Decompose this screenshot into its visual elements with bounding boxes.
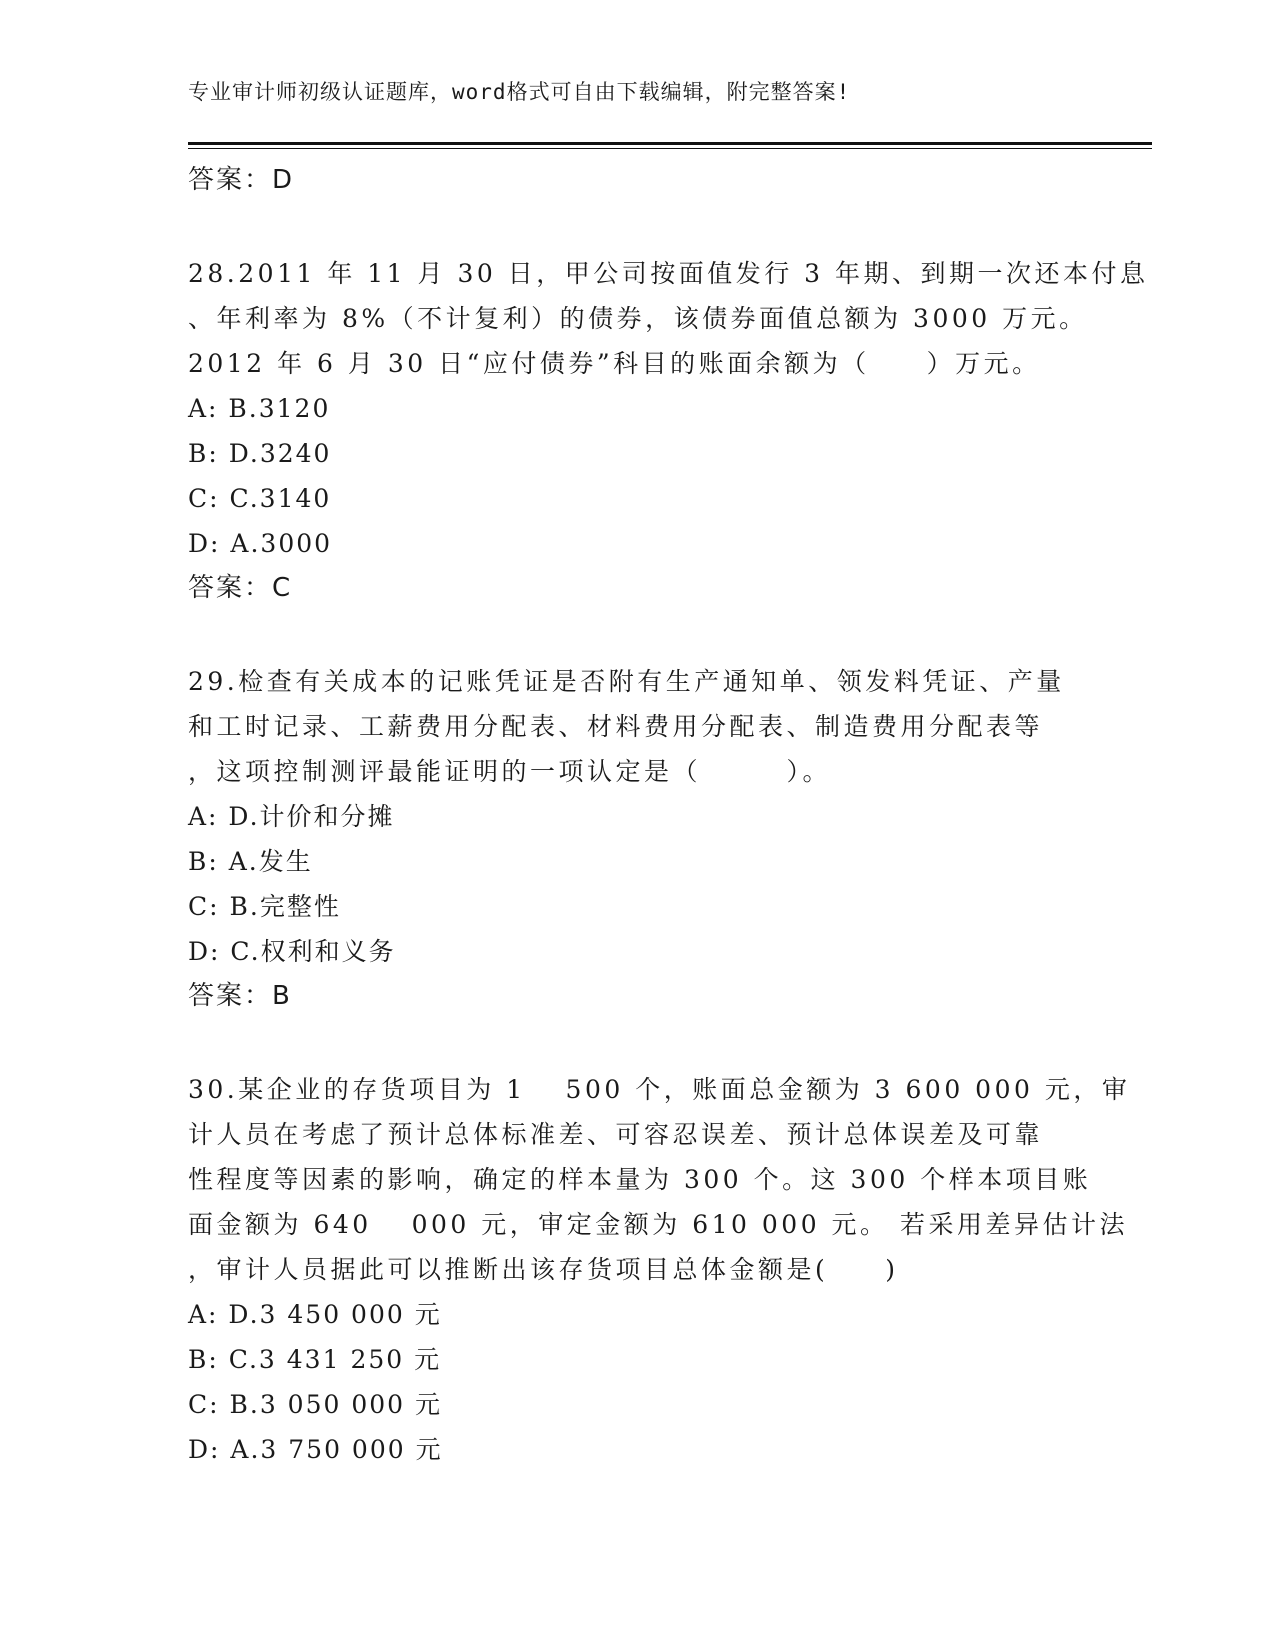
question-text-line: 性程度等因素的影响，确定的样本量为 300 个。这 300 个样本项目账: [188, 1165, 1092, 1194]
header-divider: [188, 142, 1152, 145]
option-d: D: A.3 750 000 元: [188, 1435, 443, 1464]
question-text-line: 2012 年 6 月 30 日“应付债券”科目的账面余额为（ ）万元。: [188, 349, 1041, 378]
option-c: C: C.3140: [188, 484, 332, 513]
question-text-line: 30.某企业的存货项目为 1 500 个，账面总金额为 3 600 000 元，审: [188, 1075, 1131, 1104]
question-text-line: ，审计人员据此可以推断出该存货项目总体金额是( ): [188, 1255, 899, 1284]
answer-label: 答案：: [188, 165, 273, 195]
answer-label: 答案：: [188, 573, 273, 603]
answer-line: [188, 158, 1088, 203]
option-d: D: A.3000: [188, 529, 333, 558]
option-b: B: D.3240: [188, 439, 332, 468]
question-28: [188, 251, 1149, 611]
answer-value: B: [272, 981, 290, 1011]
answer-value: C: [272, 573, 291, 603]
answer-line: [188, 974, 1088, 1019]
content-area: [188, 158, 1149, 1472]
option-c: C: B.完整性: [188, 892, 341, 921]
header-divider-thin: [188, 148, 1152, 149]
answer-line: [188, 566, 1088, 611]
option-b: B: A.发生: [188, 847, 313, 876]
question-text-line: 29.检查有关成本的记账凭证是否附有生产通知单、领发料凭证、产量: [188, 667, 1065, 696]
question-text-line: 28.2011 年 11 月 30 日，甲公司按面值发行 3 年期、到期一次还本付息: [188, 259, 1149, 288]
question-text-line: 面金额为 640 000 元，审定金额为 610 000 元。 若采用差异估计法: [188, 1210, 1128, 1239]
option-a: A: B.3120: [188, 394, 331, 423]
question-text-line: 计人员在考虑了预计总体标准差、可容忍误差、预计总体误差及可靠: [188, 1120, 1044, 1149]
option-a: A: D.计价和分摊: [188, 802, 395, 831]
page-header: 专业审计师初级认证题库，word格式可自由下载编辑，附完整答案!: [188, 80, 851, 104]
question-29: [188, 659, 1088, 1019]
question-30: [188, 1067, 1131, 1472]
option-b: B: C.3 431 250 元: [188, 1345, 442, 1374]
answer-label: 答案：: [188, 981, 273, 1011]
question-text-line: ，这项控制测评最能证明的一项认定是（ ）。: [188, 757, 832, 786]
question-text-line: 、年利率为 8%（不计复利）的债券，该债券面值总额为 3000 万元。: [188, 304, 1088, 333]
option-a: A: D.3 450 000 元: [188, 1300, 442, 1329]
option-c: C: B.3 050 000 元: [188, 1390, 442, 1419]
answer-value: D: [272, 165, 293, 195]
question-text-line: 和工时记录、工薪费用分配表、材料费用分配表、制造费用分配表等: [188, 712, 1044, 741]
option-d: D: C.权利和义务: [188, 937, 396, 966]
